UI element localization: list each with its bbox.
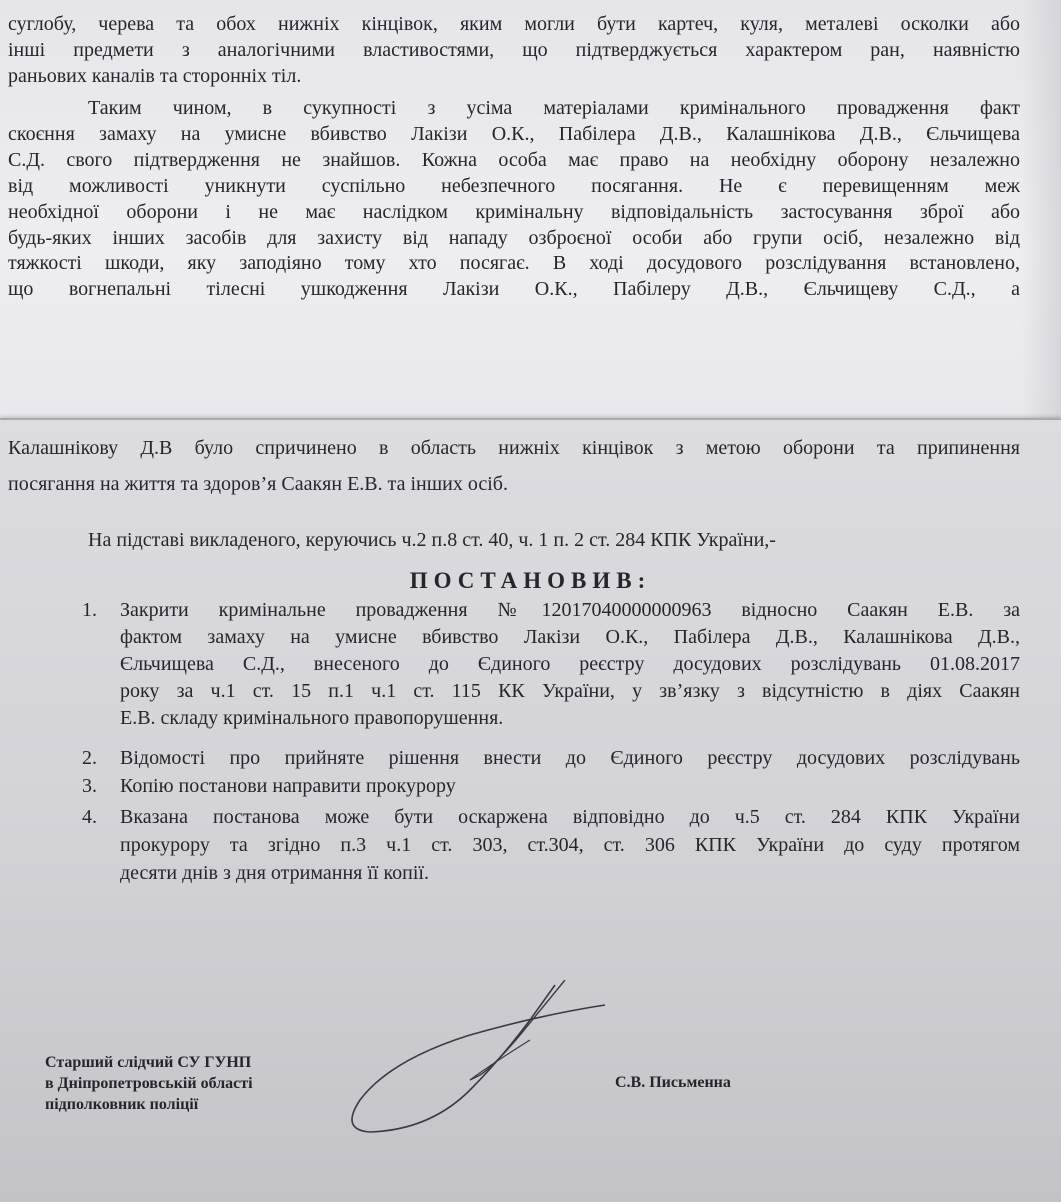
text-line: Вказана постанова може бути оскаржена відповідно до ч.5 ст. 284 КПК України: [120, 806, 1020, 828]
text-line: що вогнепальні тілесні ушкодження Лакізи О.К., Пабілеру Д.В., Єльчищеву С.Д., а: [8, 278, 1020, 300]
text-line: інші предмети з аналогічними властивостями, що підтверджується характером ран, наявністю: [8, 39, 1020, 61]
text-line: Відомості про прийняте рішення внести до Єдиного реєстру досудових розслідувань: [120, 747, 1020, 769]
signatory-name: С.В. Письменна: [615, 1074, 731, 1091]
item-number: 3.: [82, 775, 97, 797]
text-line: фактом замаху на умисне вбивство Лакізи О.К., Пабілера Д.В., Калашнікова Д.В.,: [120, 626, 1020, 648]
signatory-title-line: в Дніпропетровській області: [45, 1075, 253, 1092]
item-number: 4.: [82, 806, 97, 828]
text-line: десяти днів з дня отримання її копії.: [120, 862, 429, 884]
text-line: року за ч.1 ст. 15 п.1 ч.1 ст. 115 КК України, у зв’язку з відсутністю в діях Саакян: [120, 680, 1020, 702]
text-line: С.Д. свого підтвердження не знайшов. Кожна особа має право на необхідну оборону незалежно: [8, 149, 1020, 171]
item-number: 2.: [82, 747, 97, 769]
text-line: посягання на життя та здоров’я Саакян Е.В. та інших осіб.: [8, 473, 508, 495]
text-line: від можливості уникнути суспільно небезпечного посягання. Не є перевищенням меж: [8, 175, 1020, 197]
text-line: Копію постанови направити прокурору: [120, 775, 456, 797]
document-page-top: [0, 0, 1061, 420]
text-line: суглобу, черева та обох нижніх кінцівок, яким могли бути картеч, куля, металеві осколки або: [8, 13, 1020, 35]
signatory-title: [45, 1052, 253, 1115]
signatory-title-line: підполковник поліції: [45, 1096, 199, 1113]
text-line: Закрити кримінальне провадження №12017040000000963 відносно Саакян Е.В. за: [120, 599, 1020, 621]
text-line: тяжкості шкоди, яку заподіяно тому хто посягає. В ході досудового розслідування встановлено,: [8, 252, 1020, 274]
text-line: Е.В. складу кримінального правопорушення.: [120, 707, 504, 729]
resolution-heading: ПОСТАНОВИВ:: [409, 568, 652, 593]
text-line: Калашнікову Д.В було спричинено в область нижніх кінцівок з метою оборони та припинення: [8, 437, 1020, 459]
text-line: Таким чином, в сукупності з усіма матеріалами кримінального провадження факт: [88, 97, 1020, 119]
page-edge-shadow: [1021, 0, 1061, 420]
signatory-title-line: Старший слідчий СУ ГУНП: [45, 1054, 252, 1071]
item-number: 1.: [82, 599, 97, 621]
handwritten-signature: [330, 980, 630, 1140]
text-line: скоєння замаху на умисне вбивство Лакізи О.К., Пабілера Д.В., Калашнікова Д.В., Єльчищева: [8, 123, 1020, 145]
text-line: необхідної оборони і не має наслідком кримінальну відповідальність застосування зброї або: [8, 201, 1020, 223]
text-line: раньових каналів та сторонніх тіл.: [8, 65, 302, 87]
text-line: будь-яких інших засобів для захисту від нападу озброєної особи або групи осіб, незалежно від: [8, 227, 1020, 249]
text-line: Єльчищева С.Д., внесеного до Єдиного реєстру досудових розслідувань 01.08.2017: [120, 653, 1020, 675]
basis-line: На підставі викладеного, керуючись ч.2 п.8 ст. 40, ч. 1 п. 2 ст. 284 КПК України,-: [88, 529, 776, 551]
text-line: прокурору та згідно п.3 ч.1 ст. 303, ст.304, ст. 306 КПК України до суду протягом: [120, 834, 1020, 856]
